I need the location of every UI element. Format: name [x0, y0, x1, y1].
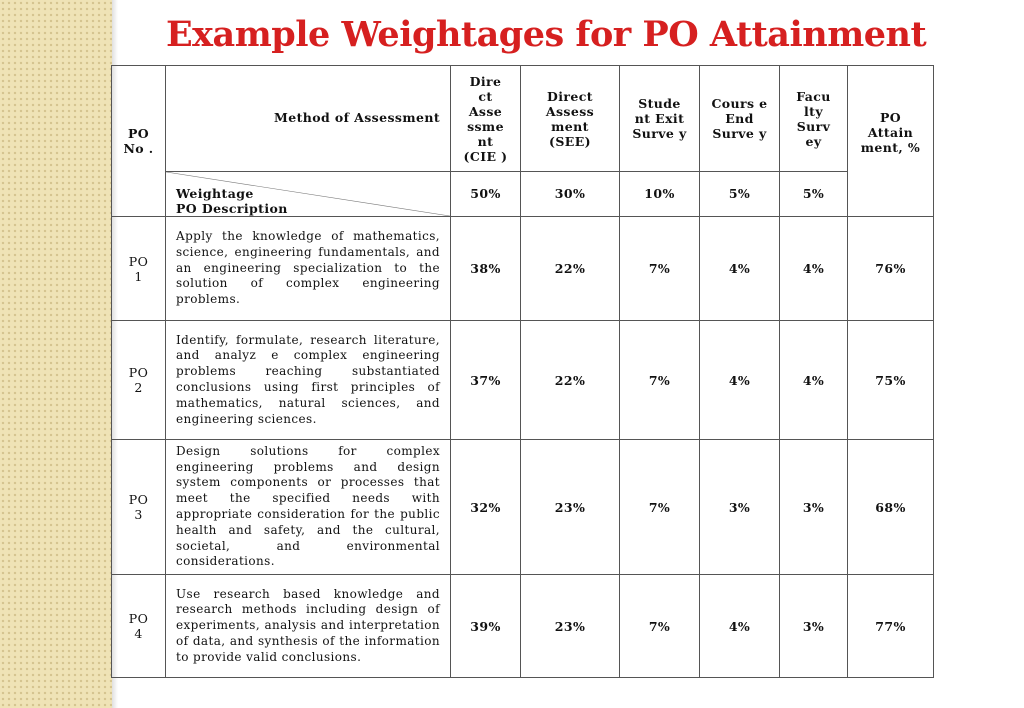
- value-course-end-survey: 3%: [700, 440, 780, 575]
- table-row: [112, 321, 934, 440]
- value-course-end-survey: 4%: [700, 575, 780, 678]
- po-number: [112, 321, 166, 440]
- column-header-cie-label: Dire ct Asse ssme nt (CIE ): [463, 73, 508, 164]
- po-number-label: PO 4: [128, 611, 149, 641]
- value-exit-survey: 7%: [620, 440, 700, 575]
- value-exit-survey: 7%: [620, 217, 700, 321]
- weightage-course-end-survey: 5%: [700, 172, 780, 217]
- decorative-side-strip: [0, 0, 112, 708]
- header-row: [112, 66, 934, 172]
- value-see: 22%: [521, 217, 620, 321]
- po-number-label: PO 2: [128, 365, 149, 395]
- column-header-see-label: Direct Assess ment (SEE): [545, 88, 595, 149]
- column-header-course-end-survey-label: Cours e End Surve y: [711, 96, 768, 141]
- value-course-end-survey: 4%: [700, 321, 780, 440]
- po-description: Design solutions for complex engineering problems and design system components or processes that meet the specified needs with appropriate consideration for the public health and safety, and the cultural, societal, and environmental considerations.: [166, 440, 451, 575]
- value-cie: 37%: [451, 321, 521, 440]
- column-header-faculty-survey: [780, 66, 848, 172]
- po-description-label: PO Description: [176, 201, 288, 216]
- attainment-header: [848, 66, 934, 217]
- value-cie: 32%: [451, 440, 521, 575]
- value-faculty-survey: 3%: [780, 440, 848, 575]
- po-description: Use research based knowledge and research methods including design of experiments, analysis and interpretation of data, and synthesis of the information to provide valid conclusions.: [166, 575, 451, 678]
- po-number: [112, 575, 166, 678]
- weightage-cell: [166, 172, 451, 217]
- weightage-see: 30%: [521, 172, 620, 217]
- po-attainment-value: 76%: [848, 217, 934, 321]
- slide-title: Example Weightages for PO Attainment: [166, 14, 927, 55]
- method-header: [166, 66, 451, 172]
- column-header-cie: [451, 66, 521, 172]
- value-see: 23%: [521, 440, 620, 575]
- po-no-header-label: PO No .: [123, 126, 154, 156]
- table-row: [112, 575, 934, 678]
- value-see: 23%: [521, 575, 620, 678]
- po-number-label: PO 3: [128, 492, 149, 522]
- value-cie: 38%: [451, 217, 521, 321]
- value-faculty-survey: 4%: [780, 321, 848, 440]
- column-header-faculty-survey-label: Facu lty Surv ey: [796, 88, 831, 149]
- value-faculty-survey: 4%: [780, 217, 848, 321]
- column-header-exit-survey-label: Stude nt Exit Surve y: [632, 96, 687, 141]
- po-description: Identify, formulate, research literature, and analyz e complex engineering problems reaching substantiated conclusions using first principles of mathematics, natural sciences, and engineering sciences.: [166, 321, 451, 440]
- po-no-header: [112, 66, 166, 217]
- weightage-faculty-survey: 5%: [780, 172, 848, 217]
- column-header-course-end-survey: [700, 66, 780, 172]
- attainment-header-label: PO Attain ment, %: [860, 110, 921, 155]
- table-row: [112, 440, 934, 575]
- po-description: Apply the knowledge of mathematics, science, engineering fundamentals, and an engineering specialization to the solution of complex engineering problems.: [166, 217, 451, 321]
- weightage-row: [112, 172, 934, 217]
- value-exit-survey: 7%: [620, 321, 700, 440]
- weightage-labels: [176, 186, 288, 216]
- po-attainment-value: 77%: [848, 575, 934, 678]
- po-number: [112, 217, 166, 321]
- value-course-end-survey: 4%: [700, 217, 780, 321]
- po-attainment-value: 75%: [848, 321, 934, 440]
- method-header-label: Method of Assessment: [274, 110, 440, 125]
- value-exit-survey: 7%: [620, 575, 700, 678]
- po-number-label: PO 1: [128, 253, 149, 284]
- value-faculty-survey: 3%: [780, 575, 848, 678]
- table-row: [112, 217, 934, 321]
- po-attainment-table: [111, 65, 934, 678]
- column-header-exit-survey: [620, 66, 700, 172]
- weightage-exit-survey: 10%: [620, 172, 700, 217]
- po-number: [112, 440, 166, 575]
- weightage-cie: 50%: [451, 172, 521, 217]
- column-header-see: [521, 66, 620, 172]
- po-attainment-value: 68%: [848, 440, 934, 575]
- value-see: 22%: [521, 321, 620, 440]
- value-cie: 39%: [451, 575, 521, 678]
- weightage-label: Weightage: [176, 186, 254, 201]
